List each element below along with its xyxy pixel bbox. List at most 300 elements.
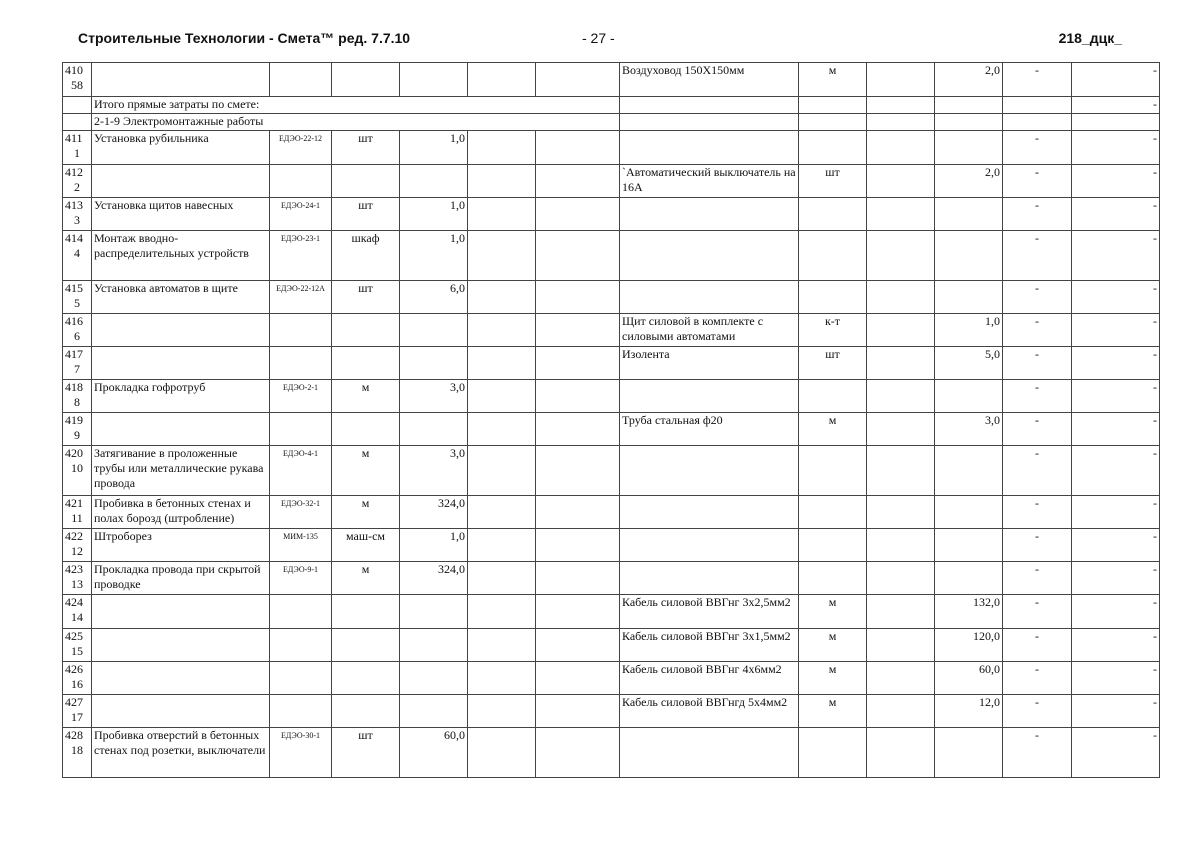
empty-cell: [536, 728, 620, 778]
work-quantity: 324,0: [400, 562, 468, 595]
empty-cell: [1003, 114, 1072, 131]
row-index: 416: [65, 314, 83, 328]
resource-name: `Автоматический выключатель на 16А: [620, 165, 799, 198]
row-position: 5: [74, 296, 80, 310]
work-quantity: 6,0: [400, 281, 468, 314]
work-name: Затягивание в проложенные трубы или металлические рукава провода: [92, 446, 270, 496]
row-number: [63, 281, 92, 314]
row-index: 426: [65, 662, 83, 676]
rate-code: ЕДЭО-9-1: [270, 562, 332, 595]
empty-cell: [468, 231, 536, 281]
empty-cell: [867, 629, 935, 662]
empty-cell: [536, 347, 620, 380]
work-unit: шт: [332, 131, 400, 165]
resource-unit: [799, 231, 867, 281]
price-value: -: [1003, 63, 1072, 97]
resource-name: [620, 281, 799, 314]
empty-cell: [468, 562, 536, 595]
resource-unit: [799, 131, 867, 165]
resource-unit: шт: [799, 347, 867, 380]
rate-code: [270, 347, 332, 380]
row-position: 17: [71, 710, 83, 724]
row-position: 4: [74, 246, 80, 260]
resource-name: [620, 728, 799, 778]
row-index: 412: [65, 165, 83, 179]
cost-value: -: [1072, 662, 1160, 695]
work-unit: [332, 629, 400, 662]
work-name: [92, 314, 270, 347]
resource-unit: м: [799, 629, 867, 662]
resource-unit: шт: [799, 165, 867, 198]
empty-cell: [867, 595, 935, 629]
table-row: [63, 380, 1160, 413]
row-index: 417: [65, 347, 83, 361]
empty-cell: [468, 165, 536, 198]
work-name: Прокладка гофротруб: [92, 380, 270, 413]
work-quantity: [400, 63, 468, 97]
work-quantity: 1,0: [400, 529, 468, 562]
work-quantity: [400, 695, 468, 728]
cost-value: -: [1072, 529, 1160, 562]
work-unit: м: [332, 446, 400, 496]
cost-value: -: [1072, 562, 1160, 595]
row-index: 423: [65, 562, 83, 576]
empty-cell: [536, 281, 620, 314]
row-index: 420: [65, 446, 83, 460]
cost-value: -: [1072, 131, 1160, 165]
row-position: 13: [71, 577, 83, 591]
rate-code: ЕДЭО-22-12А: [270, 281, 332, 314]
work-name: Установка щитов навесных: [92, 198, 270, 231]
price-value: -: [1003, 562, 1072, 595]
work-quantity: 3,0: [400, 380, 468, 413]
resource-name: Кабель силовой ВВГнг 4х6мм2: [620, 662, 799, 695]
row-position: 16: [71, 677, 83, 691]
empty-cell: [536, 695, 620, 728]
work-quantity: 1,0: [400, 198, 468, 231]
work-quantity: [400, 314, 468, 347]
work-name: [92, 595, 270, 629]
resource-quantity: 2,0: [935, 63, 1003, 97]
resource-quantity: [935, 131, 1003, 165]
empty-cell: [536, 562, 620, 595]
work-quantity: 1,0: [400, 231, 468, 281]
work-unit: шт: [332, 728, 400, 778]
row-number: [63, 446, 92, 496]
work-name: [92, 347, 270, 380]
resource-quantity: [935, 198, 1003, 231]
row-position: 8: [74, 395, 80, 409]
rate-code: ЕДЭО-24-1: [270, 198, 332, 231]
row-number: [63, 728, 92, 778]
resource-quantity: 12,0: [935, 695, 1003, 728]
work-name: Установка рубильника: [92, 131, 270, 165]
row-position: 2: [74, 180, 80, 194]
resource-quantity: 120,0: [935, 629, 1003, 662]
rate-code: ЕДЭО-32-1: [270, 496, 332, 529]
price-value: -: [1003, 314, 1072, 347]
resource-name: [620, 496, 799, 529]
row-number: [63, 496, 92, 529]
price-value: -: [1003, 446, 1072, 496]
resource-name: [620, 380, 799, 413]
empty-cell: [536, 529, 620, 562]
work-quantity: 3,0: [400, 446, 468, 496]
resource-unit: м: [799, 695, 867, 728]
work-quantity: [400, 347, 468, 380]
resource-name: [620, 131, 799, 165]
row-index: 427: [65, 695, 83, 709]
work-unit: шкаф: [332, 231, 400, 281]
document-code: 218_дцк_: [1058, 30, 1122, 46]
work-quantity: 1,0: [400, 131, 468, 165]
table-row: [63, 728, 1160, 778]
empty-cell: [468, 446, 536, 496]
rate-code: [270, 695, 332, 728]
work-unit: [332, 595, 400, 629]
work-name: [92, 63, 270, 97]
empty-cell: [536, 446, 620, 496]
empty-cell: [468, 281, 536, 314]
row-number: [63, 662, 92, 695]
row-number: [63, 198, 92, 231]
resource-name: [620, 562, 799, 595]
subtotal-row: [63, 97, 1160, 114]
table-row: [63, 595, 1160, 629]
cost-value: -: [1072, 281, 1160, 314]
row-number: [63, 314, 92, 347]
resource-unit: м: [799, 413, 867, 446]
cost-value: -: [1072, 63, 1160, 97]
table-row: [63, 314, 1160, 347]
price-value: -: [1003, 198, 1072, 231]
price-value: -: [1003, 165, 1072, 198]
cost-value: -: [1072, 380, 1160, 413]
row-number: [63, 63, 92, 97]
empty-cell: [867, 446, 935, 496]
work-quantity: [400, 413, 468, 446]
row-number: [63, 165, 92, 198]
resource-name: [620, 198, 799, 231]
empty-cell: [536, 413, 620, 446]
resource-unit: [799, 198, 867, 231]
row-number: [63, 347, 92, 380]
resource-unit: [799, 281, 867, 314]
price-value: -: [1003, 728, 1072, 778]
estimate-table: [62, 62, 1160, 778]
table-row: [63, 231, 1160, 281]
row-number: [63, 595, 92, 629]
work-unit: м: [332, 562, 400, 595]
work-quantity: 324,0: [400, 496, 468, 529]
rate-code: ЕДЭО-30-1: [270, 728, 332, 778]
rate-code: [270, 662, 332, 695]
resource-unit: к-т: [799, 314, 867, 347]
empty-cell: [536, 595, 620, 629]
price-value: -: [1003, 347, 1072, 380]
resource-unit: [799, 562, 867, 595]
work-name: Монтаж вводно-распределительных устройств: [92, 231, 270, 281]
resource-quantity: [935, 562, 1003, 595]
row-position: 1: [74, 146, 80, 160]
rate-code: [270, 413, 332, 446]
empty-cell: [536, 629, 620, 662]
table-row: [63, 347, 1160, 380]
resource-name: Кабель силовой ВВГнгд 5х4мм2: [620, 695, 799, 728]
work-unit: [332, 63, 400, 97]
row-position: 10: [71, 461, 83, 475]
work-name: Пробивка в бетонных стенах и полах борозд (штробление): [92, 496, 270, 529]
price-value: -: [1003, 281, 1072, 314]
empty-cell: [536, 131, 620, 165]
work-unit: [332, 347, 400, 380]
empty-cell: [536, 380, 620, 413]
resource-unit: [799, 496, 867, 529]
resource-unit: [799, 446, 867, 496]
row-number: [63, 629, 92, 662]
cost-value: -: [1072, 446, 1160, 496]
section-row: [63, 114, 1160, 131]
empty-cell: [867, 728, 935, 778]
cost-value: -: [1072, 231, 1160, 281]
section-row-label: 2-1-9 Электромонтажные работы: [92, 114, 620, 131]
price-value: -: [1003, 496, 1072, 529]
empty-cell: [867, 662, 935, 695]
row-index: 411: [65, 131, 83, 145]
resource-name: Кабель силовой ВВГнг 3х1,5мм2: [620, 629, 799, 662]
empty-cell: [867, 314, 935, 347]
row-position: 12: [71, 544, 83, 558]
empty-cell: [867, 562, 935, 595]
price-value: -: [1003, 231, 1072, 281]
row-number: [63, 131, 92, 165]
resource-quantity: [935, 446, 1003, 496]
table-row: [63, 281, 1160, 314]
work-unit: шт: [332, 198, 400, 231]
empty-cell: [867, 97, 935, 114]
empty-cell: [468, 198, 536, 231]
resource-quantity: [935, 529, 1003, 562]
row-index: 419: [65, 413, 83, 427]
row-index: 413: [65, 198, 83, 212]
resource-name: [620, 529, 799, 562]
resource-name: Щит силовой в комплекте с силовыми автоматами: [620, 314, 799, 347]
resource-unit: м: [799, 595, 867, 629]
empty-cell: [468, 662, 536, 695]
work-quantity: [400, 595, 468, 629]
empty-cell: [620, 97, 799, 114]
table-row: [63, 63, 1160, 97]
row-position: 11: [71, 511, 83, 525]
resource-quantity: 5,0: [935, 347, 1003, 380]
work-name: [92, 165, 270, 198]
work-quantity: 60,0: [400, 728, 468, 778]
table-row: [63, 662, 1160, 695]
empty-cell: [468, 629, 536, 662]
work-unit: м: [332, 496, 400, 529]
resource-quantity: [935, 728, 1003, 778]
resource-quantity: [935, 281, 1003, 314]
empty-cell: [468, 529, 536, 562]
empty-cell: [468, 496, 536, 529]
work-unit: [332, 662, 400, 695]
empty-cell: [468, 728, 536, 778]
work-name: Штроборез: [92, 529, 270, 562]
rate-code: МИМ-135: [270, 529, 332, 562]
cost-value: -: [1072, 198, 1160, 231]
work-name: [92, 695, 270, 728]
resource-quantity: 2,0: [935, 165, 1003, 198]
work-unit: [332, 314, 400, 347]
empty-cell: [536, 662, 620, 695]
work-unit: м: [332, 380, 400, 413]
resource-name: [620, 446, 799, 496]
empty-cell: [867, 380, 935, 413]
resource-quantity: 132,0: [935, 595, 1003, 629]
empty-cell: [468, 347, 536, 380]
row-index: 410: [65, 63, 83, 77]
resource-unit: [799, 728, 867, 778]
price-value: -: [1003, 695, 1072, 728]
cost-value: -: [1072, 728, 1160, 778]
row-position: 18: [71, 743, 83, 757]
empty-cell: [867, 281, 935, 314]
work-quantity: [400, 662, 468, 695]
table-row: [63, 446, 1160, 496]
empty-cell: [63, 114, 92, 131]
resource-quantity: 3,0: [935, 413, 1003, 446]
row-number: [63, 231, 92, 281]
row-position: 14: [71, 610, 83, 624]
empty-cell: [468, 413, 536, 446]
work-name: [92, 629, 270, 662]
cost-value: -: [1072, 347, 1160, 380]
empty-cell: [468, 131, 536, 165]
empty-cell: [867, 413, 935, 446]
table-row: [63, 695, 1160, 728]
rate-code: [270, 63, 332, 97]
resource-name: [620, 231, 799, 281]
row-position: 15: [71, 644, 83, 658]
row-index: 424: [65, 595, 83, 609]
resource-unit: м: [799, 63, 867, 97]
work-name: Установка автоматов в щите: [92, 281, 270, 314]
row-index: 422: [65, 529, 83, 543]
rate-code: [270, 629, 332, 662]
row-number: [63, 529, 92, 562]
price-value: -: [1003, 629, 1072, 662]
empty-cell: [63, 97, 92, 114]
empty-cell: [468, 380, 536, 413]
subtotal-row-label: Итого прямые затраты по смете:: [92, 97, 620, 114]
row-index: 415: [65, 281, 83, 295]
cost-value: -: [1072, 629, 1160, 662]
rate-code: ЕДЭО-22-12: [270, 131, 332, 165]
resource-name: Воздуховод 150Х150мм: [620, 63, 799, 97]
empty-cell: [468, 63, 536, 97]
work-unit: маш-см: [332, 529, 400, 562]
row-number: [63, 695, 92, 728]
empty-cell: [935, 114, 1003, 131]
price-value: -: [1003, 662, 1072, 695]
work-unit: шт: [332, 281, 400, 314]
work-name: [92, 662, 270, 695]
work-unit: [332, 165, 400, 198]
empty-cell: [1003, 97, 1072, 114]
table-row: [63, 198, 1160, 231]
resource-quantity: [935, 231, 1003, 281]
rate-code: [270, 314, 332, 347]
row-position: 6: [74, 329, 80, 343]
rate-code: [270, 165, 332, 198]
work-name: Пробивка отверстий в бетонных стенах под розетки, выключатели: [92, 728, 270, 778]
row-number: [63, 380, 92, 413]
empty-cell: [536, 198, 620, 231]
table-row: [63, 629, 1160, 662]
work-unit: [332, 695, 400, 728]
cost-value: -: [1072, 695, 1160, 728]
row-index: 425: [65, 629, 83, 643]
resource-unit: [799, 529, 867, 562]
empty-cell: [867, 695, 935, 728]
row-index: 428: [65, 728, 83, 742]
table-row: [63, 165, 1160, 198]
price-value: -: [1003, 413, 1072, 446]
empty-cell: [867, 131, 935, 165]
page-number: - 27 -: [582, 30, 615, 46]
rate-code: ЕДЭО-2-1: [270, 380, 332, 413]
resource-quantity: [935, 496, 1003, 529]
cost-value: -: [1072, 496, 1160, 529]
rate-code: [270, 595, 332, 629]
subtotal-value: [1072, 114, 1160, 131]
empty-cell: [620, 114, 799, 131]
empty-cell: [536, 231, 620, 281]
price-value: -: [1003, 529, 1072, 562]
empty-cell: [867, 114, 935, 131]
row-number: [63, 413, 92, 446]
row-position: 9: [74, 428, 80, 442]
resource-name: Изолента: [620, 347, 799, 380]
table-row: [63, 562, 1160, 595]
resource-name: Кабель силовой ВВГнг 3х2,5мм2: [620, 595, 799, 629]
empty-cell: [468, 314, 536, 347]
empty-cell: [867, 347, 935, 380]
resource-quantity: [935, 380, 1003, 413]
subtotal-value: -: [1072, 97, 1160, 114]
empty-cell: [468, 595, 536, 629]
empty-cell: [536, 63, 620, 97]
work-quantity: [400, 165, 468, 198]
row-position: 7: [74, 362, 80, 376]
row-index: 414: [65, 231, 83, 245]
empty-cell: [536, 496, 620, 529]
resource-quantity: 60,0: [935, 662, 1003, 695]
resource-unit: м: [799, 662, 867, 695]
price-value: -: [1003, 380, 1072, 413]
empty-cell: [935, 97, 1003, 114]
document-title: Строительные Технологии - Смета™ ред. 7.7.10: [78, 30, 411, 46]
empty-cell: [867, 63, 935, 97]
cost-value: -: [1072, 413, 1160, 446]
resource-name: Труба стальная ф20: [620, 413, 799, 446]
row-index: 418: [65, 380, 83, 394]
work-unit: [332, 413, 400, 446]
empty-cell: [867, 231, 935, 281]
empty-cell: [799, 97, 867, 114]
work-quantity: [400, 629, 468, 662]
empty-cell: [468, 695, 536, 728]
